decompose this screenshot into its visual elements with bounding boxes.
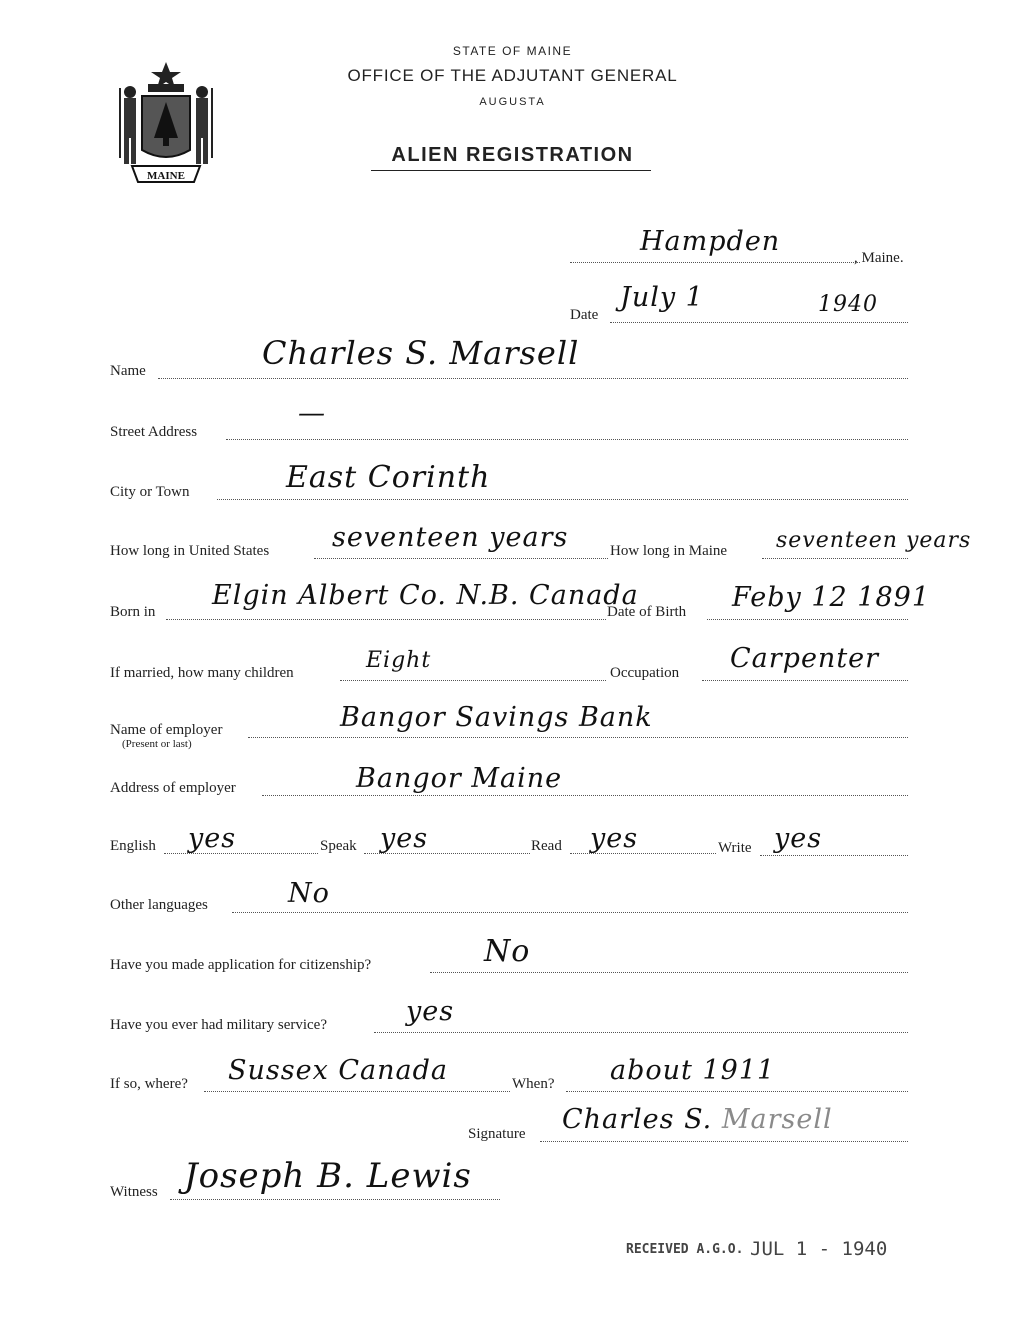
when-field[interactable]: about 1911 [610, 1055, 776, 1086]
employer-name-label: Name of employer [110, 722, 223, 738]
born-in-label: Born in [110, 604, 156, 620]
witness-line [170, 1199, 500, 1200]
signature-label: Signature [468, 1126, 526, 1142]
town-field[interactable]: Hampden [640, 226, 781, 257]
witness-label: Witness [110, 1184, 158, 1200]
signature-field[interactable] [562, 1104, 833, 1135]
occupation-line [702, 680, 908, 681]
other-languages-field[interactable]: No [288, 878, 330, 909]
employer-sub-label: (Present or last) [122, 738, 192, 750]
occupation-field[interactable]: Carpenter [730, 643, 880, 674]
employer-address-line [262, 795, 908, 796]
street-address-field[interactable]: — [298, 398, 326, 429]
header-city: AUGUSTA [479, 96, 546, 108]
occupation-label: Occupation [610, 665, 680, 681]
maine-label: , Maine. [854, 250, 904, 266]
date-of-birth-field[interactable]: Feby 12 1891 [732, 582, 931, 613]
english-label: English [110, 838, 156, 854]
signature-faint: Marsell [721, 1104, 833, 1135]
born-in-field[interactable]: Elgin Albert Co. N.B. Canada [212, 580, 639, 611]
other-languages-line [232, 912, 908, 913]
name-field[interactable]: Charles S. Marsell [262, 334, 580, 372]
employer-address-label: Address of employer [110, 780, 236, 796]
state-seal [112, 58, 220, 186]
how-long-us-label: How long in United States [110, 543, 270, 559]
other-languages-label: Other languages [110, 897, 208, 913]
born-in-line [166, 619, 606, 620]
citizenship-label: Have you made application for citizenship? [110, 957, 372, 973]
date-year-field[interactable]: 1940 [818, 292, 878, 317]
header-office: OFFICE OF THE ADJUTANT GENERAL [347, 66, 678, 85]
employer-name-line [248, 737, 908, 738]
street-address-label: Street Address [110, 424, 198, 440]
date-of-birth-label: Date of Birth [607, 604, 687, 620]
military-field[interactable]: yes [406, 996, 455, 1027]
signature-strong: Charles S. [562, 1104, 713, 1135]
when-label: When? [512, 1076, 555, 1092]
employer-address-field[interactable]: Bangor Maine [356, 763, 563, 794]
name-label: Name [110, 363, 146, 379]
received-stamp-date: JUL 1 - 1940 [750, 1238, 888, 1260]
date-label: Date [570, 307, 599, 323]
city-line [217, 499, 908, 500]
if-so-where-label: If so, where? [110, 1076, 188, 1092]
how-long-maine-field[interactable]: seventeen years [776, 528, 972, 553]
seal-text: MAINE [147, 170, 185, 182]
military-line [374, 1032, 908, 1033]
received-stamp-label: RECEIVED A.G.O. [626, 1242, 744, 1257]
date-of-birth-line [707, 619, 908, 620]
write-line [760, 855, 908, 856]
name-line [158, 378, 908, 379]
read-field[interactable]: yes [590, 823, 639, 854]
children-field[interactable]: Eight [366, 648, 432, 673]
military-label: Have you ever had military service? [110, 1017, 327, 1033]
how-long-maine-line [762, 558, 908, 559]
how-long-us-field[interactable]: seventeen years [332, 522, 569, 553]
read-label: Read [531, 838, 562, 854]
signature-line [540, 1141, 908, 1142]
date-line [610, 322, 908, 323]
town-line [570, 262, 860, 263]
how-long-us-line [314, 558, 608, 559]
witness-field[interactable]: Joseph B. Lewis [184, 1156, 472, 1196]
date-month-day-field[interactable]: July 1 [620, 282, 704, 313]
city-field[interactable]: East Corinth [286, 460, 491, 495]
citizenship-field[interactable]: No [484, 934, 531, 969]
title-underline [371, 170, 651, 171]
citizenship-line [430, 972, 908, 973]
form-title: ALIEN REGISTRATION [391, 144, 634, 166]
city-label: City or Town [110, 484, 190, 500]
street-address-line [226, 439, 908, 440]
write-field[interactable]: yes [774, 823, 823, 854]
employer-name-field[interactable]: Bangor Savings Bank [340, 702, 653, 733]
where-line [204, 1091, 510, 1092]
speak-label: Speak [320, 838, 357, 854]
children-label: If married, how many children [110, 665, 294, 681]
how-long-maine-label: How long in Maine [610, 543, 728, 559]
children-line [340, 680, 606, 681]
header-state: STATE OF MAINE [452, 44, 573, 58]
when-line [566, 1091, 908, 1092]
speak-field[interactable]: yes [380, 823, 429, 854]
where-field[interactable]: Sussex Canada [228, 1055, 449, 1086]
english-field[interactable]: yes [188, 823, 237, 854]
write-label: Write [718, 840, 752, 856]
